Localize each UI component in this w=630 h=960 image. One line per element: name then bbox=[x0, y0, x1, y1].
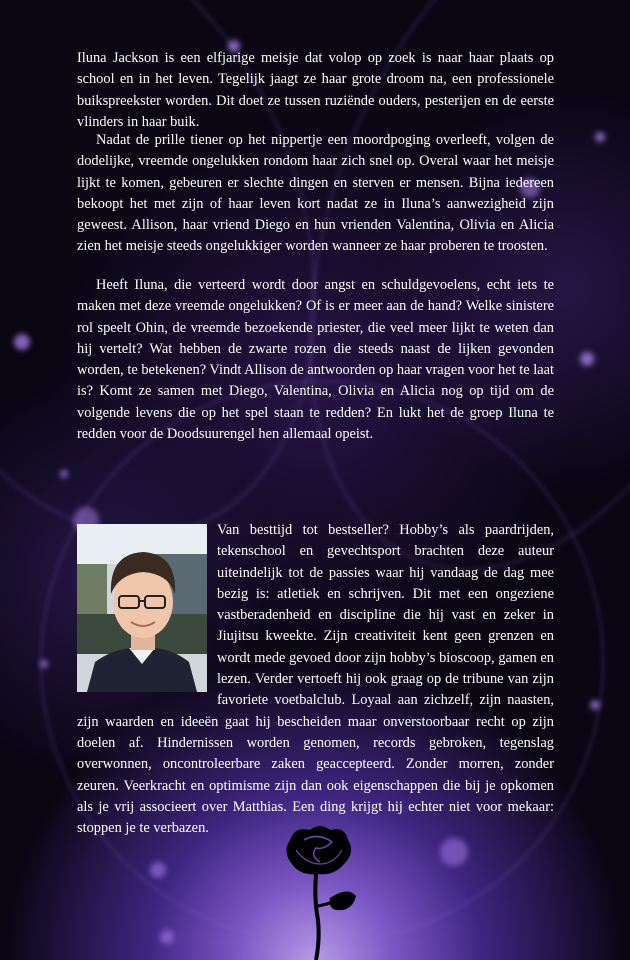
synopsis-paragraph-3: Heeft Iluna, die verteerd wordt door angst en schuldgevoelens, echt iets te maken met deze vreemde ongelukken? Of is er meer aan de hand? Welke sinistere rol speelt Ohin, de vreemde bezoekende priester, die veel meer lijkt te weten dan hij vertelt? Wat hebben de zwarte rozen die steeds naast de lijken gevonden worden, te betekenen? Vindt Allison de antwoorden op haar vragen voor het te laat is? Komt ze samen met Diego, Valentina, Olivia en Alicia nog op tijd om de volgende levens die op het spel staan te redden? En lukt het de groep Iluna te redden voor de Doodsuurengel hen allemaal opeist. bbox=[77, 277, 554, 443]
author-photo bbox=[77, 524, 207, 692]
synopsis-paragraph-2: Nadat de prille tiener op het nippertje een moordpoging overleeft, volgen de dodelijke, vreemde ongelukken rondom haar zich snel op. Overal waar het meisje lijkt te komen, gebeuren er slechte dingen en sterven er mensen. Bijna iedereen bekoopt het met zijn of haar leven kort nadat ze in Iluna’s aanwezigheid zijn geweest. Allison, haar vriend Diego en hun vrienden Valentina, Olivia en Alicia zien het meisje steeds ongelukkiger worden wanneer ze haar proberen te troosten. bbox=[77, 132, 554, 255]
author-bio bbox=[77, 520, 554, 839]
black-rose-icon bbox=[270, 820, 370, 960]
synopsis-paragraph-1: Iluna Jackson is een elfjarige meisje dat volop op zoek is naar haar plaats op school en in het leven. Tegelijk jaagt ze haar grote droom na, een professionele buikspreekster worden. Dit doet ze tussen ruziënde ouders, pesterijen en de eerste vlinders in haar buik. bbox=[77, 50, 554, 130]
author-bio-text: Van besttijd tot bestseller? Hobby’s als paardrijden, tekenschool en gevechtsport brachten deze auteur uiteindelijk tot de passies waar hij vandaag de dag mee bezig is: atletiek en schrijven. Dit met een ongeziene vastberadenheid en discipline die hij vast en zeker in Jiujitsu kweekte. Zijn creativiteit kent geen grenzen en wordt mede gevoed door zijn hobby’s bioscoop, gamen en lezen. Verder vertoeft hij ook graag op de tribune van zijn favoriete voetbalclub. Loyaal aan zichzelf, zijn naasten, zijn waarden en ideeën gaat hij bescheiden maar onverstoorbaar recht op zijn doelen af. Hindernissen worden genomen, records gebroken, tegenslag overwonnen, oncontroleerbare zaken geaccepteerd. Zonder morren, zonder zeuren. Veerkracht en optimisme zijn dan ook eigenschappen die bij je opkomen als je vrij associeert over Matthias. Een ding krijgt hij echter niet voor mekaar: stoppen je te verbazen. bbox=[77, 522, 554, 837]
